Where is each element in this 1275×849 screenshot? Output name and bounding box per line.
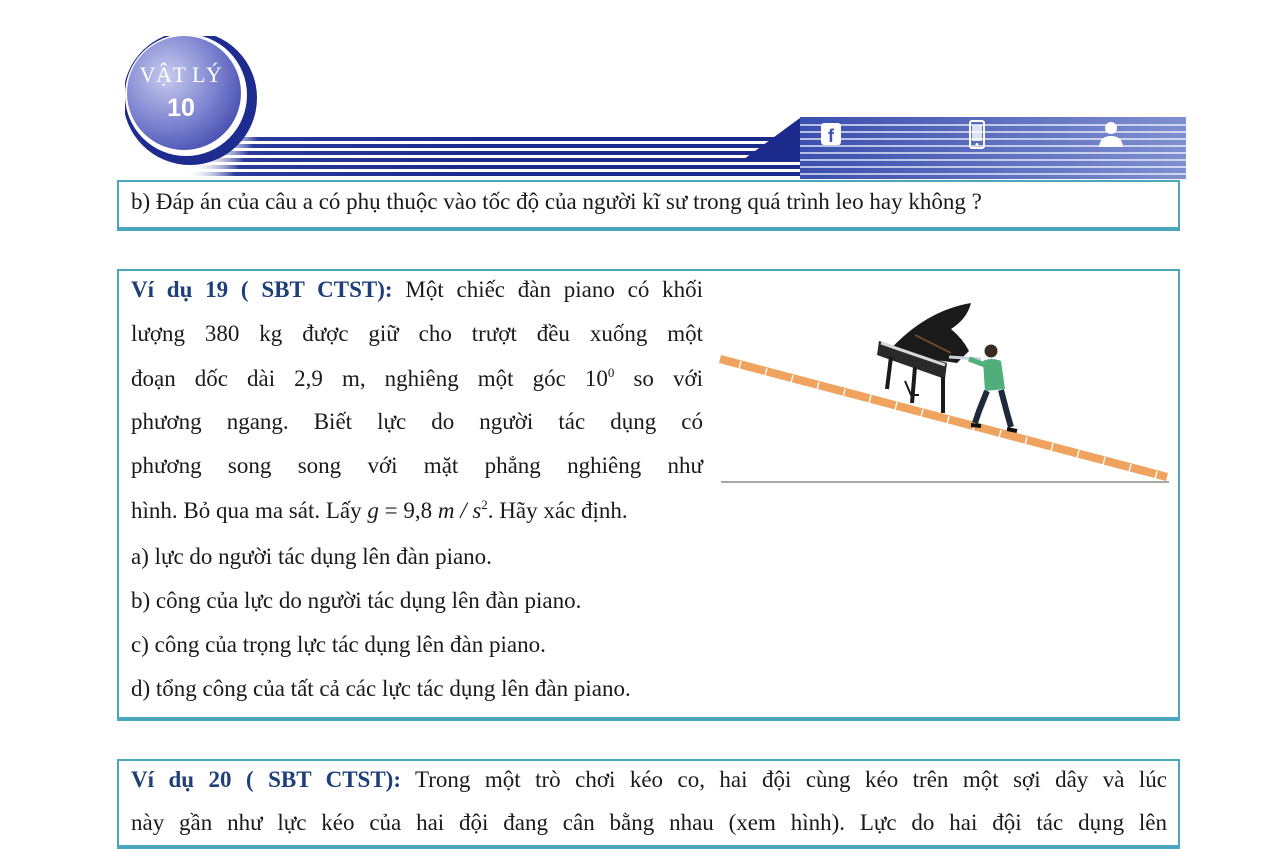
subject-badge bbox=[125, 62, 237, 123]
question-b: b) công của lực do người tác dụng lên đàn piano. bbox=[131, 588, 582, 613]
question-a: a) lực do người tác dụng lên đàn piano. bbox=[131, 544, 492, 569]
angle-number: 10 bbox=[584, 366, 608, 391]
text-segment: . Hãy xác định. bbox=[487, 498, 628, 523]
page-header bbox=[0, 0, 1275, 180]
question-c: c) công của trọng lực tác dụng lên đàn piano. bbox=[131, 632, 546, 657]
example-19-line-6 bbox=[131, 497, 628, 524]
example-19-line-3 bbox=[131, 365, 703, 392]
text-segment: hình. Bỏ qua ma sát. Lấy bbox=[131, 498, 362, 523]
example-20-box bbox=[117, 759, 1180, 849]
example-19-line-4: phương ngang. Biết lực do người tác dụng có bbox=[131, 409, 703, 434]
angle-value bbox=[585, 366, 615, 391]
formula-unit: m / s bbox=[437, 498, 482, 523]
example-20-line-1 bbox=[131, 767, 1167, 793]
phone-icon[interactable] bbox=[962, 118, 992, 150]
formula-exponent: 2 bbox=[481, 497, 488, 512]
example-19-label: Ví dụ 19 ( SBT CTST): bbox=[131, 277, 393, 302]
degree-mark: 0 bbox=[607, 365, 615, 380]
example-19-line-1 bbox=[131, 277, 703, 303]
text-segment: Trong một trò chơi kéo co, hai đội cùng kéo trên một sợi dây và lúc bbox=[415, 767, 1167, 792]
grade-number: 10 bbox=[167, 94, 195, 122]
formula-variable: g bbox=[367, 498, 379, 523]
user-icon[interactable] bbox=[1096, 118, 1126, 150]
example-19-line-2: lượng 380 kg được giữ cho trượt đều xuống một bbox=[131, 321, 703, 346]
example-19-box bbox=[117, 269, 1180, 721]
question-d: d) tổng công của tất cả các lực tác dụng lên đàn piano. bbox=[131, 676, 631, 701]
question-part-b: b) Đáp án của câu a có phụ thuộc vào tốc độ của người kĩ sư trong quá trình leo hay không ? bbox=[131, 189, 982, 214]
piano-incline-illustration bbox=[719, 295, 1171, 491]
text-segment: đoạn dốc dài 2,9 m, nghiêng một góc bbox=[131, 366, 566, 391]
example-20-label: Ví dụ 20 ( SBT CTST): bbox=[131, 767, 401, 792]
example-20-line-2: này gần như lực kéo của hai đội đang cân bằng nhau (xem hình). Lực do hai đội tác dụng lên bbox=[131, 810, 1167, 835]
facebook-icon[interactable] bbox=[817, 118, 847, 150]
formula-value: = 9,8 bbox=[378, 498, 438, 523]
svg-text:f: f bbox=[828, 126, 834, 146]
subject-title: VẬT LÝ bbox=[139, 62, 223, 87]
gravity-formula bbox=[367, 498, 487, 523]
previous-question-box bbox=[117, 180, 1180, 231]
text-segment: Một chiếc đàn piano có khối bbox=[405, 277, 704, 302]
text-segment: so với bbox=[633, 366, 704, 391]
example-19-line-5: phương song song với mặt phẳng nghiêng như bbox=[131, 453, 703, 478]
